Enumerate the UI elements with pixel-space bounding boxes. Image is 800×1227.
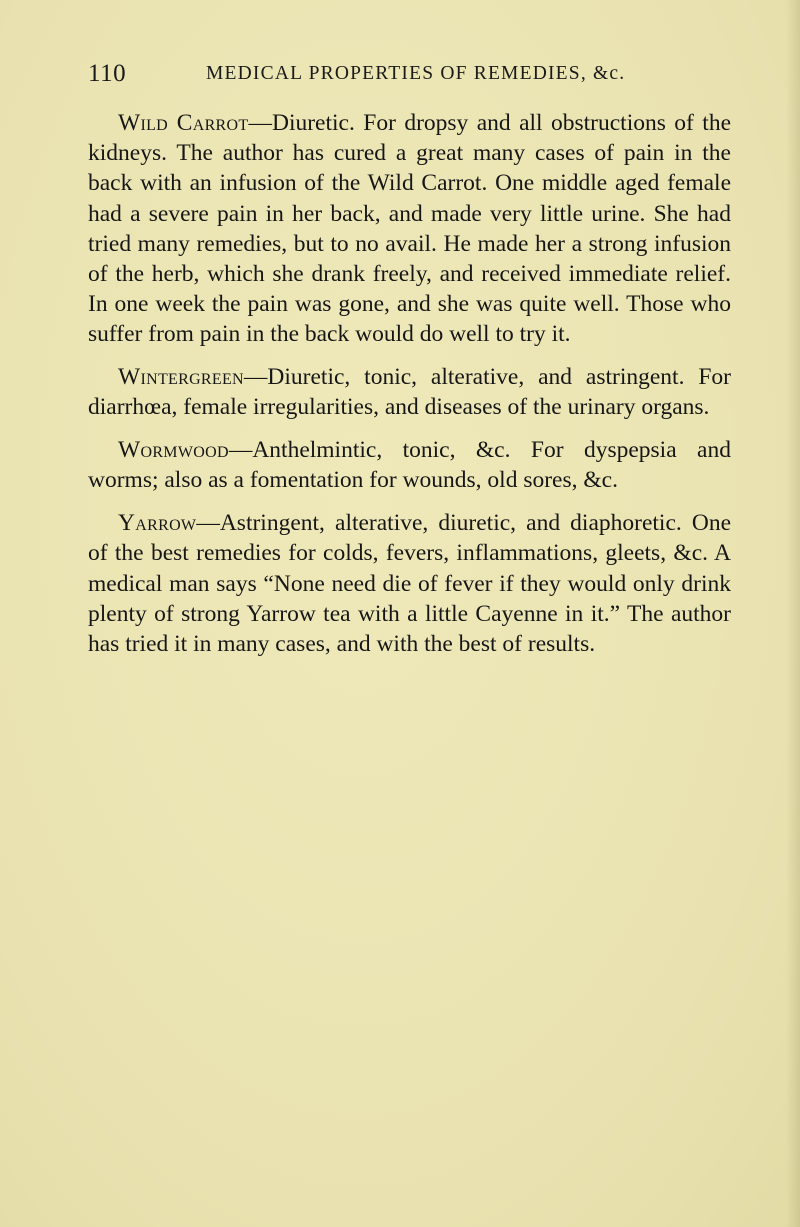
entry-name: Wild Carrot [118, 110, 249, 136]
entry-text: —Diuretic. For dropsy and all obstructions of the kidneys. The author has cured a great many cases of pain in the back with an infusion of the Wild Carrot. One middle aged female had a severe pain in her back, and made very little urine. She had tried many remedies, but to no avail. He made her a strong infusion of the herb, which she drank freely, and received immediate relief. In one week the pain was gone, and she was quite well. Those who suffer from pain in the back would do well to try it. [88, 110, 731, 348]
entry-name: Wintergreen [118, 364, 244, 391]
page-edge-shadow [786, 0, 800, 1227]
entry-wormwood [88, 435, 731, 495]
entry-yarrow [88, 508, 731, 659]
entry-text: —Diuretic, tonic, alterative, and astringent. For diarrhœa, female irregularities, and diseases of the urinary organs. [88, 364, 731, 421]
entry-name: Yarrow [118, 510, 197, 537]
entry-text: —Astringent, alterative, diuretic, and diaphoretic. One of the best remedies for colds, fevers, inflammations, gleets, &c. A medical man says “None need die of fever if they would only drink plenty of strong Yarrow tea with a little Cayenne in it.” The author has tried it in many cases, and with the best of results. [88, 510, 731, 658]
entry-wild-carrot [88, 108, 731, 350]
entry-text: —Anthelmintic, tonic, &c. For dyspepsia and worms; also as a fomentation for wounds, old sores, &c. [88, 437, 731, 494]
entry-wintergreen [88, 362, 731, 422]
body-text [88, 108, 731, 672]
page-number: 110 [88, 60, 127, 87]
running-title: MEDICAL PROPERTIES OF REMEDIES, &c. [206, 63, 626, 84]
entry-name: Wormwood [118, 437, 229, 464]
